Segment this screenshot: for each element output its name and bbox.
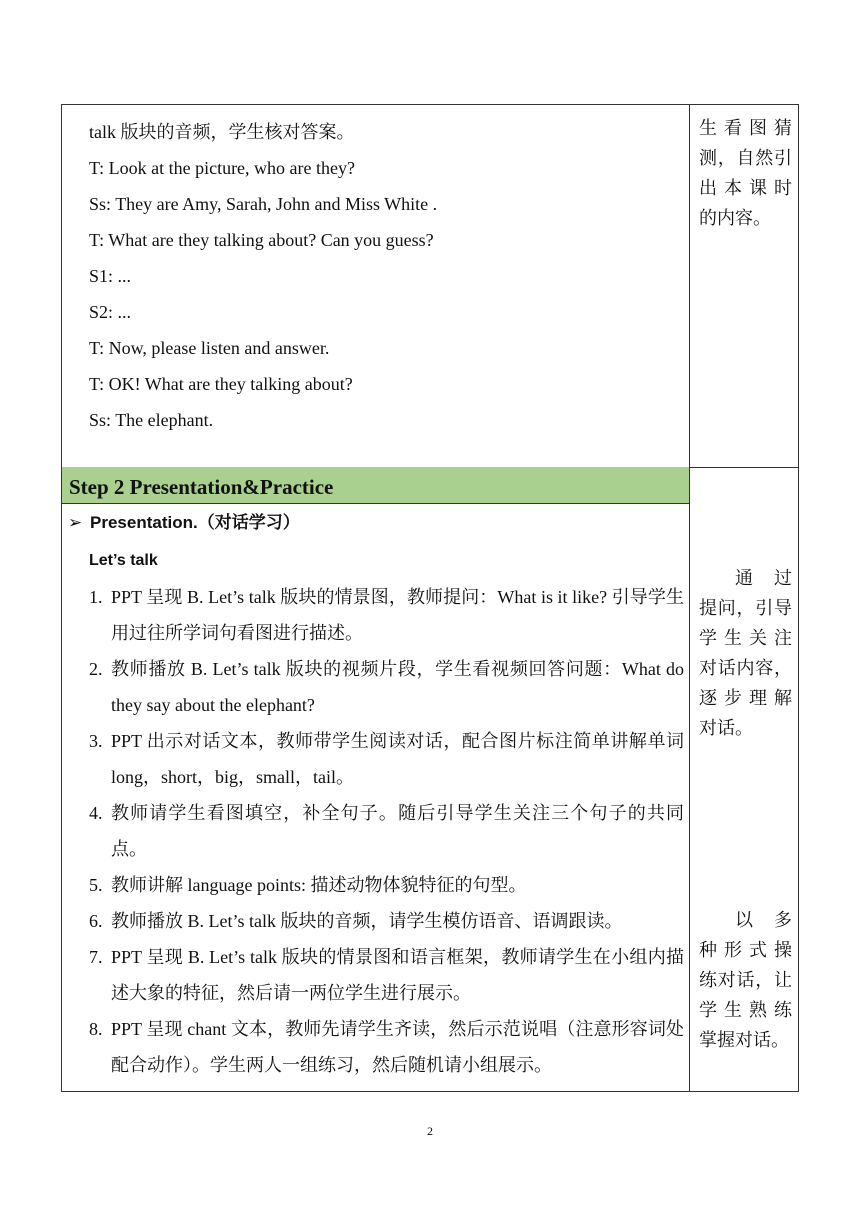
dialogue-line: T: Now, please listen and answer. <box>89 338 330 358</box>
list-item: 2. 教师播放 B. Let’s talk 版块的视频片段，学生看视频回答问题：What do they say about the elephant? <box>89 659 684 715</box>
list-item: 4. 教师请学生看图填空，补全句子。随后引导学生关注三个句子的共同点。 <box>89 803 684 859</box>
section-subheading: Let’s talk <box>89 552 158 569</box>
list-item: 6. 教师播放 B. Let’s talk 版块的音频，请学生模仿语音、语调跟读。 <box>89 911 623 931</box>
page-number: 2 <box>427 1124 433 1138</box>
dialogue-line: S1: ... <box>89 266 132 286</box>
dialogue-line: talk 版块的音频，学生核对答案。 <box>89 122 355 142</box>
arrow-bullet-icon: ➢ <box>68 513 83 532</box>
table-row <box>62 467 798 1091</box>
dialogue-line: S2: ... <box>89 302 132 322</box>
list-item: 5. 教师讲解 language points: 描述动物体貌特征的句型。 <box>89 875 527 895</box>
dialogue-line: T: What are they talking about? Can you guess? <box>89 230 434 250</box>
dialogue-line: T: OK! What are they talking about? <box>89 374 353 394</box>
presentation-label: ➢ Presentation.（对话学习） <box>68 513 300 532</box>
step-header <box>62 467 689 504</box>
step-title: Step 2 Presentation&Practice <box>69 475 334 499</box>
dialogue-line: T: Look at the picture, who are they? <box>89 158 356 178</box>
dialogue-line: Ss: The elephant. <box>89 410 214 430</box>
purpose-note: 通过 提问，引导 学生关注 对话内容， 逐步理解 对话。 <box>699 568 792 738</box>
dialogue-line: Ss: They are Amy, Sarah, John and Miss White . <box>89 194 438 214</box>
list-item: 8. PPT 呈现 chant 文本，教师先请学生齐读，然后示范说唱（注意形容词处配合动作）。学生两人一组练习，然后随机请小组展示。 <box>89 1019 684 1075</box>
purpose-note: 生看图猜 测，自然引 出本课时 的内容。 <box>699 118 792 228</box>
table-row <box>62 105 798 468</box>
purpose-note: 以多 种形式操 练对话，让 学生熟练 掌握对话。 <box>699 910 792 1050</box>
purpose-cell <box>690 467 798 1091</box>
procedure-cell <box>62 467 689 1091</box>
lesson-plan-table <box>61 104 799 1092</box>
procedure-cell <box>62 105 689 467</box>
list-item: 1. PPT 呈现 B. Let’s talk 版块的情景图，教师提问：What is it like? 引导学生用过往所学词句看图进行描述。 <box>89 587 684 643</box>
list-item: 7. PPT 呈现 B. Let’s talk 版块的情景图和语言框架，教师请学生在小组内描述大象的特征，然后请一两位学生进行展示。 <box>89 947 684 1003</box>
list-item: 3. PPT 出示对话文本，教师带学生阅读对话，配合图片标注简单讲解单词 long，short，big，small，tail。 <box>89 731 684 787</box>
purpose-cell <box>690 105 798 467</box>
